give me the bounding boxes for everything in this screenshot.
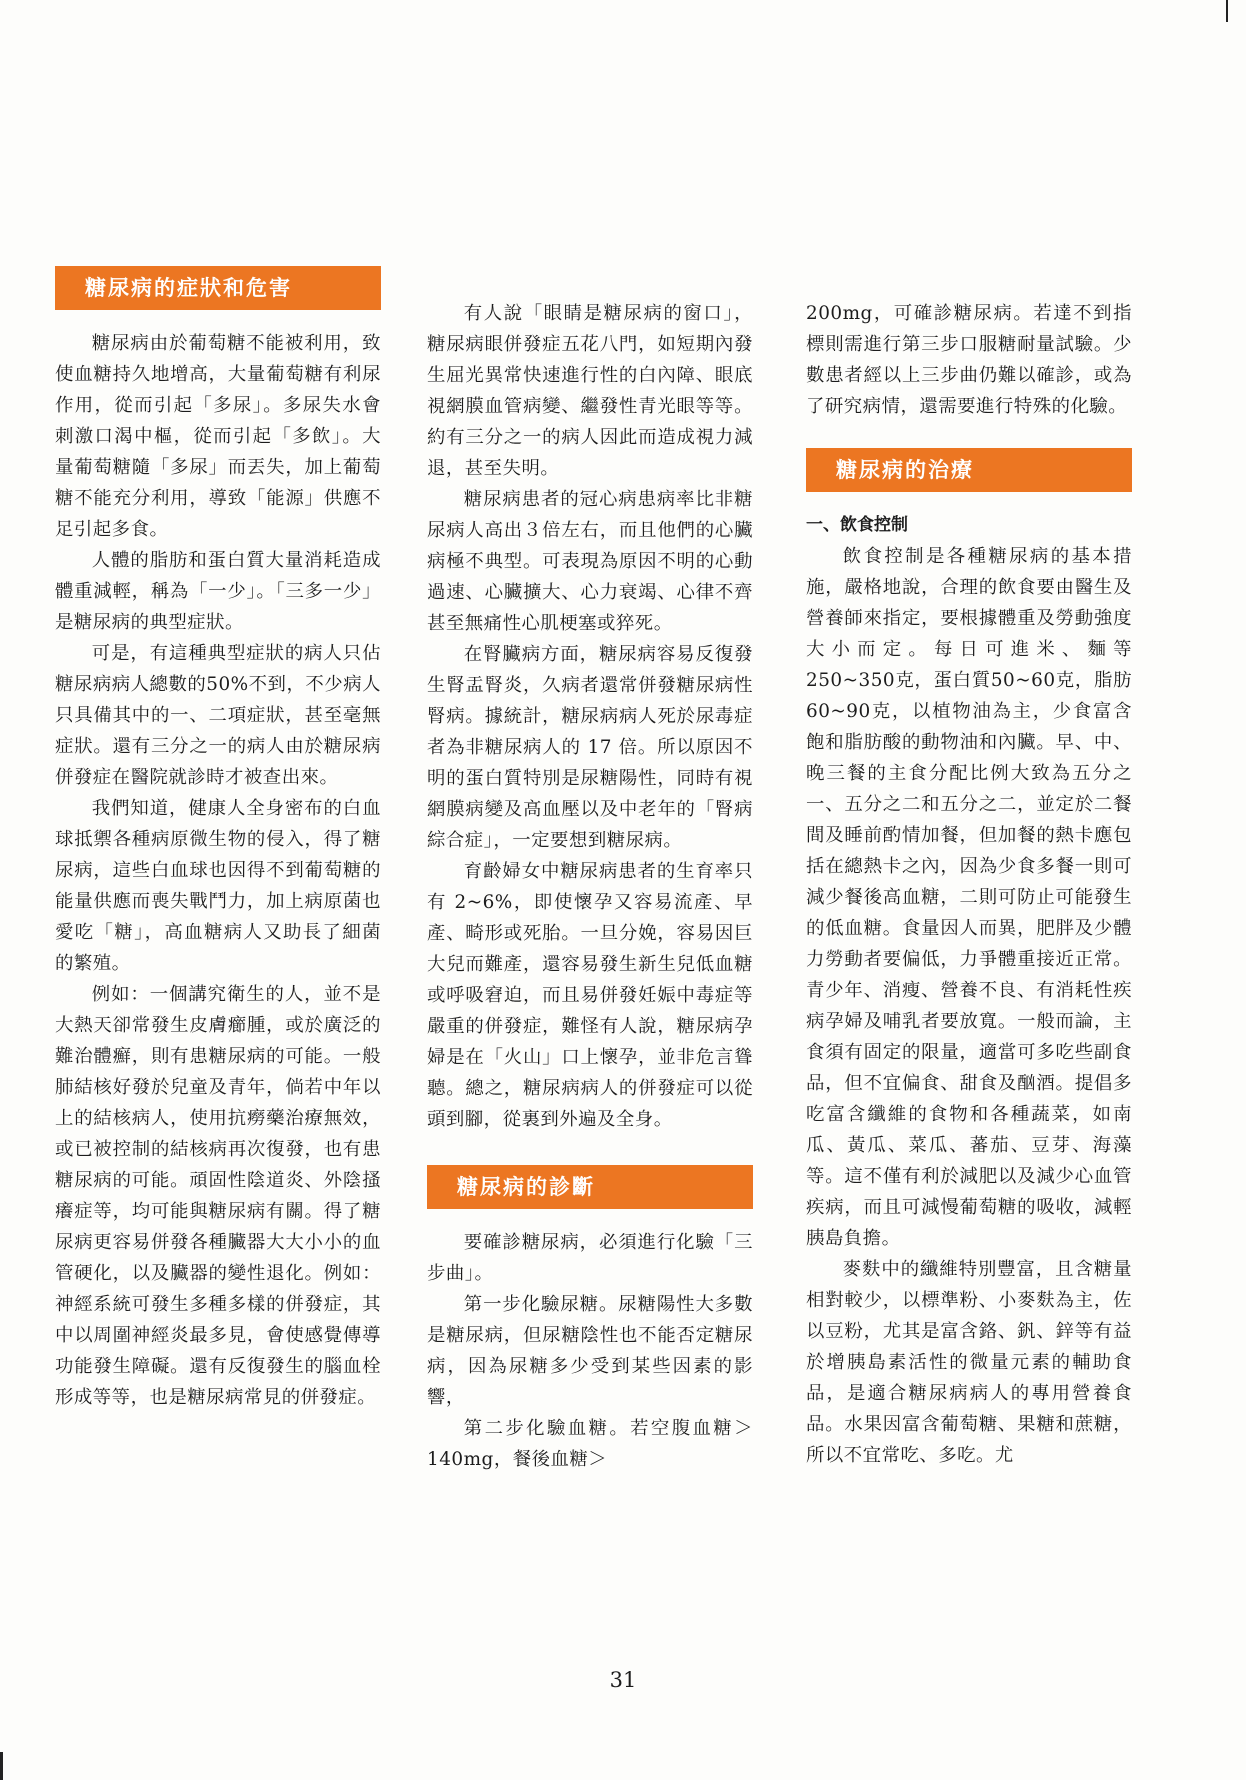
paragraph: 例如：一個講究衛生的人，並不是大熱天卻常發生皮膚癤腫，或於廣泛的難治體癬，則有患糖尿病的可能。一般肺結核好發於兒童及青年，倘若中年以上的結核病人，使用抗癆藥治療無效，或已被控制的結核病再次復發，也有患糖尿病的可能。頑固性陰道炎、外陰搔癢症等，均可能與糖尿病有關。得了糖尿病更容易併發各種臟器大大小小的血管硬化，以及臟器的變性退化。例如：神經系統可發生多種多樣的併發症，其中以周圍神經炎最多見，會使感覺傳導功能發生障礙。還有反復發生的腦血栓形成等等，也是糖尿病常見的併發症。 [55, 984, 381, 1408]
paragraph: 育齡婦女中糖尿病患者的生育率只有 2~6%，即使懷孕又容易流產、早產、畸形或死胎。一旦分娩，容易因巨大兒而難產，還容易發生新生兒低血糖或呼吸窘迫，而且易併發妊娠中毒症等嚴重的併發症，難怪有人說，糖尿病孕婦是在「火山」口上懷孕，並非危言聳聽。總之，糖尿病病人的併發症可以從頭到腳，從裏到外遍及全身。 [427, 861, 753, 1130]
paragraph: 第二步化驗血糖。若空腹血糖＞140mg，餐後血糖＞ [427, 1418, 753, 1470]
section-heading-symptoms: 糖尿病的症狀和危害 [55, 266, 381, 310]
paragraph: 我們知道，健康人全身密布的白血球抵禦各種病原微生物的侵入，得了糖尿病，這些白血球也因得不到葡萄糖的能量供應而喪失戰鬥力，加上病原菌也愛吃「糖」，高血糖病人又助長了細菌的繁殖。 [55, 798, 381, 974]
scan-edge-mark [0, 1752, 3, 1780]
paragraph: 要確診糖尿病，必須進行化驗「三步曲」。 [427, 1232, 753, 1284]
scan-edge-mark [1226, 0, 1228, 22]
paragraph: 糖尿病由於葡萄糖不能被利用，致使血糖持久地增高，大量葡萄糖有利尿作用，從而引起「多尿」。多尿失水會刺激口渴中樞，從而引起「多飲」。大量葡萄糖隨「多尿」而丟失，加上葡萄糖不能充分利用，導致「能源」供應不足引起多食。 [55, 333, 381, 540]
paragraph: 有人說「眼睛是糖尿病的窗口」，糖尿病眼併發症五花八門，如短期內發生屈光異常快速進行性的白內障、眼底視網膜血管病變、繼發性青光眼等等。約有三分之一的病人因此而造成視力減退，甚至失明。 [427, 303, 753, 479]
column-1 [55, 266, 381, 1413]
paragraph: 糖尿病患者的冠心病患病率比非糖尿病人高出３倍左右，而且他們的心臟病極不典型。可表現為原因不明的心動過速、心臟擴大、心力衰竭、心律不齊甚至無痛性心肌梗塞或猝死。 [427, 489, 753, 634]
section-heading-diagnosis: 糖尿病的診斷 [427, 1165, 753, 1209]
column-2 [427, 298, 753, 1475]
paragraph: 在腎臟病方面，糖尿病容易反復發生腎盂腎炎，久病者還常併發糖尿病性腎病。據統計，糖尿病病人死於尿毒症者為非糖尿病人的 17 倍。所以原因不明的蛋白質特別是尿糖陽性，同時有視網膜病變及高血壓以及中老年的「腎病綜合症」，一定要想到糖尿病。 [427, 644, 753, 851]
section-heading-treatment: 糖尿病的治療 [806, 448, 1132, 492]
column-3 [806, 298, 1132, 1471]
paragraph: 第一步化驗尿糖。尿糖陽性大多數是糖尿病，但尿糖陰性也不能否定糖尿病，因為尿糖多少受到某些因素的影響， [427, 1294, 753, 1408]
page-number: 31 [609, 1668, 637, 1692]
paragraph: 飲食控制是各種糖尿病的基本措施，嚴格地說，合理的飲食要由醫生及營養師來指定，要根據體重及勞動強度大小而定。每日可進米、麵等250~350克，蛋白質50~60克，脂肪60~90克，以植物油為主，少食富含飽和脂肪酸的動物油和內臟。早、中、晚三餐的主食分配比例大致為五分之一、五分之二和五分之二，並定於二餐間及睡前酌情加餐，但加餐的熱卡應包括在總熱卡之內，因為少食多餐一則可減少餐後高血糖，二則可防止可能發生的低血糖。食量因人而異，肥胖及少體力勞動者要偏低，力爭體重接近正常。青少年、消瘦、營養不良、有消耗性疾病孕婦及哺乳者要放寬。一般而論，主食須有固定的限量，適當可多吃些副食品，但不宜偏食、甜食及酗酒。提倡多吃富含纖維的食物和各種蔬菜，如南瓜、黃瓜、菜瓜、蕃茄、豆芽、海藻等。這不僅有利於減肥以及減少心血管疾病，而且可減慢葡萄糖的吸收，減輕胰島負擔。 [806, 546, 1132, 1249]
subheading-diet-control: 一、飲食控制 [806, 515, 908, 535]
paragraph: 200mg，可確診糖尿病。若達不到指標則需進行第三步口服糖耐量試驗。少數患者經以上三步曲仍難以確診，或為了研究病情，還需要進行特殊的化驗。 [806, 303, 1132, 417]
paragraph: 麥麩中的纖維特別豐富，且含糖量相對較少，以標準粉、小麥麩為主，佐以豆粉，尤其是富含鉻、釩、鋅等有益於增胰島素活性的微量元素的輔助食品，是適合糖尿病病人的專用營養食品。水果因富含葡萄糖、果糖和蔗糖，所以不宜常吃、多吃。尤 [806, 1259, 1132, 1466]
paragraph: 可是，有這種典型症狀的病人只佔糖尿病病人總數的50%不到，不少病人只具備其中的一、二項症狀，甚至毫無症狀。還有三分之一的病人由於糖尿病併發症在醫院就診時才被查出來。 [55, 643, 381, 788]
paragraph: 人體的脂肪和蛋白質大量消耗造成體重減輕，稱為「一少」。「三多一少」是糖尿病的典型症狀。 [55, 550, 381, 633]
